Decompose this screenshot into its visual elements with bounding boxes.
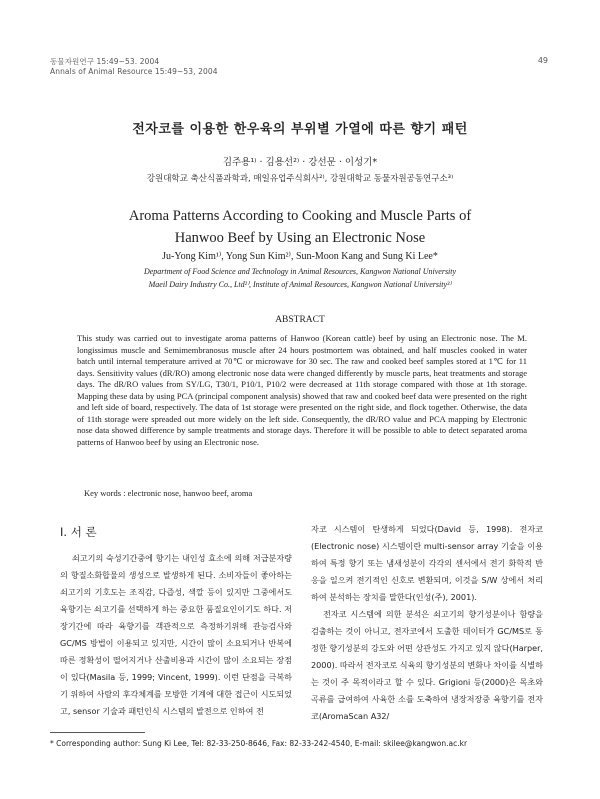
authors-korean: 김주용¹⁾ · 김용선²⁾ · 강선문 · 이성기* <box>222 157 378 168</box>
affiliation-english-1: Department of Food Science and Technology in Animal Resources, Kangwon National University <box>143 267 457 276</box>
authors-english: Ju-Yong Kim¹⁾, Yong Sun Kim²⁾, Sun-Moon Kang and Sung Ki Lee* <box>162 251 438 262</box>
section-heading-introduction: Ⅰ. 서 론 <box>60 525 97 539</box>
page-number: 49 <box>537 56 548 65</box>
title-line-1: Aroma Patterns According to Cooking and Muscle Parts of <box>128 208 472 224</box>
journal-citation-english: Annals of Animal Resource 15:49~53, 2004 <box>50 67 218 76</box>
abstract-text: This study was carried out to investigate aroma patterns of Hanwoo (Korean cattle) beef by using an Electronic nose. The M. longissimus muscle and Semimembranosus muscle after 24 hours postmortem was obtained, and half muscles cooked in water batch until internal temperature arrived at 70℃ or microwave for 30 sec. The raw and cooked beef samples stored at 1℃ for 11 days. Sensitivity values (dR/RO) among electronic nose data were changed differently by muscle parts, heat treatments and storage days. The dR/RO values from SY/LG, T30/1, P10/1, P10/2 were decreased at 11th storage compared with those at 1th storage. Mapping these data by using PCA (principal component analysis) showed that raw and cooked beef data were presented on the right and left side of board, respectively. The data of 1st storage were presented on the right side, and flock together. Otherwise, the data of 11th storage were spreaded out more widely on the left side. Consequently, the dR/RO value and PCA mapping by Electronic nose data showed difference by sample treatments and storage days. Therefore it will be possible to able to detect separated aroma patterns of Hanwoo beef by using an Electronic nose. <box>77 333 527 447</box>
paper-title-english <box>0 205 600 249</box>
body-column-left <box>60 550 292 720</box>
abstract-heading: ABSTRACT <box>275 315 325 325</box>
paragraph: 자코 시스템이 탄생하게 되었다(David 등, 1998). 전자코(Electronic nose) 시스템이란 multi-sensor array 기술을 이용하여 특정 향기 또는 냄새성분이 각각의 센서에서 전기 화학적 반응을 일으켜 전기적인 신호로 변환되며, 이것을 S/W 상에서 처리하여 분석하는 장치를 말한다(인성(주), 2001). <box>311 524 543 602</box>
title-line-2: Hanwoo Beef by Using an Electronic Nose <box>174 230 426 246</box>
journal-citation-korean: 동물자원연구 15:49~53. 2004 <box>50 57 160 66</box>
footnote-divider <box>50 732 145 733</box>
body-column-right <box>311 521 543 725</box>
paper-title-korean: 전자코를 이용한 한우육의 부위별 가열에 따른 향기 패턴 <box>132 122 468 137</box>
paragraph: 전자코 시스템에 의한 분석은 쇠고기의 향기성분이나 함량을 검출하는 것이 아니고, 전자코에서 도출한 데이터가 GC/MS로 동정한 향기성분의 강도와 어떤 상관성도 가지고 있지 않다(Harper, 2000). 따라서 전자코로 식육의 향기성분의 변화나 차이를 식별하는 것이 주 목적이라고 할 수 있다. Grigioni 등(2000)은 목초와 곡류를 급여하여 사육한 소를 도축하여 냉장저장중 육향기를 전자코(AromaScan A32/ <box>311 609 543 721</box>
affiliation-english-2: Maeil Dairy Industry Co., Ltd²⁾, Institute of Animal Resources, Kangwon National University³⁾ <box>148 280 452 289</box>
affiliations-korean: 강원대학교 축산식품과학과, 매일유업주식회사²⁾, 강원대학교 동물자원공동연구소³⁾ <box>146 174 454 184</box>
keywords: Key words : electronic nose, hanwoo beef, aroma <box>84 488 253 498</box>
corresponding-author-footnote: * Corresponding author: Sung Ki Lee, Tel: 82-33-250-8646, Fax: 82-33-242-4540, E-mail: skilee@kangwon.ac.kr <box>50 739 468 748</box>
paragraph: 쇠고기의 숙성기간중에 향기는 내인성 효소에 의해 저급분자량의 향질소화합물의 생성으로 발생하게 된다. 소비자들이 좋아하는 쇠고기의 기호도는 조직감, 다즙성, 색깔 등이 있지만 그중에서도 육향기는 쇠고기를 선택하게 하는 중요한 품질요인이기도 하다. 저장기간에 따라 육향기를 객관적으로 측정하기위해 관능검사와 GC/MS 방법이 이용되고 있지만, 시간이 많이 소요되거나 반복에 따른 정확성이 떨어지거나 산출비용과 시간이 많이 소요되는 장점이 있다(Masila 등, 1999; Vincent, 1999). 이런 단점을 극복하기 위하여 사람의 후각체계를 모방한 기계에 대한 접근이 시도되었고, sensor 기술과 패턴인식 시스템의 발전으로 인하여 전 <box>60 553 292 716</box>
